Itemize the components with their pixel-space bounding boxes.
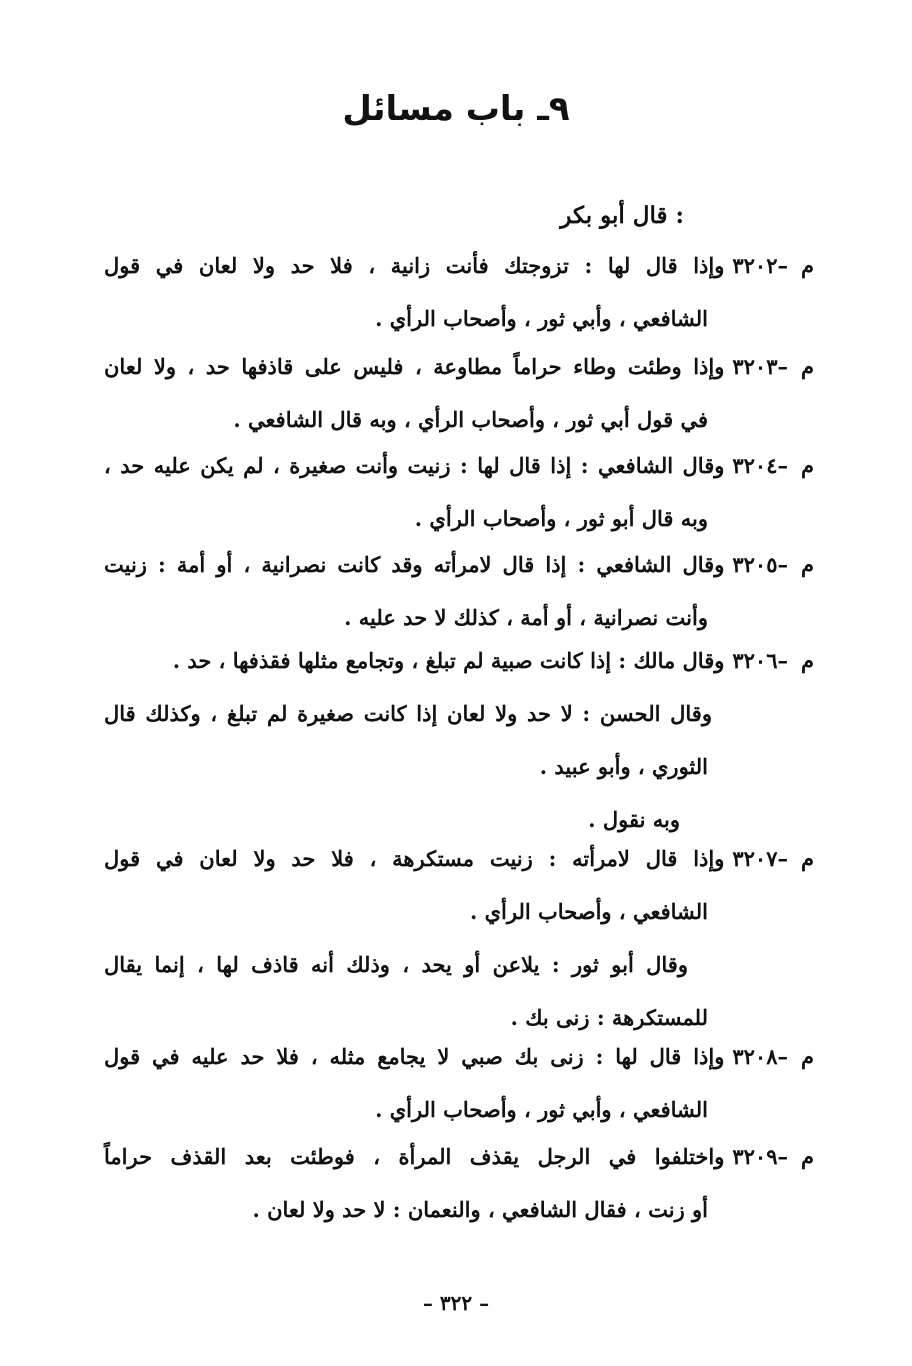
entry-3203 bbox=[104, 340, 814, 446]
entry-text: وبه قال أبو ثور ، وأصحاب الرأي . bbox=[414, 506, 708, 531]
page-number: – ٣٢٢ – bbox=[422, 1291, 490, 1315]
entry-text: وقال الشافعي : إذا قال لامرأته وقد كانت نصرانية ، أو أمة : زنيت bbox=[104, 552, 725, 577]
entry-number: ٣٢٠٥– bbox=[732, 552, 788, 577]
entry-text: وأنت نصرانية ، أو أمة ، كذلك لا حد عليه . bbox=[344, 605, 708, 630]
entry-text: للمستكرهة : زنى بك . bbox=[510, 1005, 708, 1030]
entry-number: ٣٢٠٣– bbox=[732, 354, 788, 379]
entry-text: وإذا وطئت وطاء حراماً مطاوعة ، فليس على قاذفها حد ، ولا لعان bbox=[104, 354, 725, 379]
entry-text: وإذا قال لها : زنى بك صبي لا يجامع مثله ، فلا حد عليه في قول bbox=[104, 1044, 725, 1069]
entry-text: أو زنت ، فقال الشافعي ، والنعمان : لا حد ولا لعان . bbox=[252, 1197, 708, 1222]
entry-text: الشافعي ، وأبي ثور ، وأصحاب الرأي . bbox=[375, 306, 708, 331]
entry-mark: م bbox=[800, 354, 814, 379]
entry-text: وقال أبو ثور : يلاعن أو يحد ، وذلك أنه قاذف لها ، إنما يقال bbox=[104, 952, 688, 977]
entry-mark: م bbox=[800, 552, 814, 577]
entry-text: واختلفوا في الرجل يقذف المرأة ، فوطئت بعد القذف حراماً bbox=[104, 1144, 725, 1169]
entry-3206 bbox=[104, 634, 814, 846]
entry-3202 bbox=[104, 239, 814, 345]
entry-mark: م bbox=[800, 846, 814, 871]
entry-3207 bbox=[104, 832, 814, 1044]
entry-text: وبه نقول . bbox=[588, 807, 680, 832]
entry-number: ٣٢٠٨– bbox=[732, 1044, 788, 1069]
entry-number: ٣٢٠٢– bbox=[732, 253, 788, 278]
entry-mark: م bbox=[800, 1044, 814, 1069]
entry-mark: م bbox=[800, 253, 814, 278]
entry-text: وقال الشافعي : إذا قال لها : زنيت وأنت صغيرة ، لم يكن عليه حد ، bbox=[104, 453, 725, 478]
entry-mark: م bbox=[800, 648, 814, 673]
entry-3209 bbox=[104, 1130, 814, 1236]
entry-text: وإذا قال لامرأته : زنيت مستكرهة ، فلا حد ولا لعان في قول bbox=[104, 846, 725, 871]
entry-3208 bbox=[104, 1030, 814, 1136]
entry-text: وقال مالك : إذا كانت صبية لم تبلغ ، وتجامع مثلها فقذفها ، حد . bbox=[172, 648, 725, 673]
entry-number: ٣٢٠٧– bbox=[732, 846, 788, 871]
entry-3205 bbox=[104, 538, 814, 644]
entry-text: وقال الحسن : لا حد ولا لعان إذا كانت صغيرة لم تبلغ ، وكذلك قال bbox=[104, 701, 712, 726]
entry-text: الثوري ، وأبو عبيد . bbox=[539, 754, 708, 779]
intro-line: قال أبو بكر : bbox=[560, 202, 684, 229]
entry-mark: م bbox=[800, 1144, 814, 1169]
entry-mark: م bbox=[800, 453, 814, 478]
entry-text: في قول أبي ثور ، وأصحاب الرأي ، وبه قال الشافعي . bbox=[233, 407, 708, 432]
entry-3204 bbox=[104, 439, 814, 545]
entry-text: وإذا قال لها : تزوجتك فأنت زانية ، فلا حد ولا لعان في قول bbox=[104, 253, 725, 278]
entry-number: ٣٢٠٤– bbox=[732, 453, 788, 478]
entry-text: الشافعي ، وأصحاب الرأي . bbox=[470, 899, 708, 924]
chapter-title: ٩ـ باب مسائل bbox=[342, 89, 570, 129]
entry-text: الشافعي ، وأبي ثور ، وأصحاب الرأي . bbox=[375, 1097, 708, 1122]
entry-number: ٣٢٠٩– bbox=[732, 1144, 788, 1169]
entry-number: ٣٢٠٦– bbox=[732, 648, 788, 673]
